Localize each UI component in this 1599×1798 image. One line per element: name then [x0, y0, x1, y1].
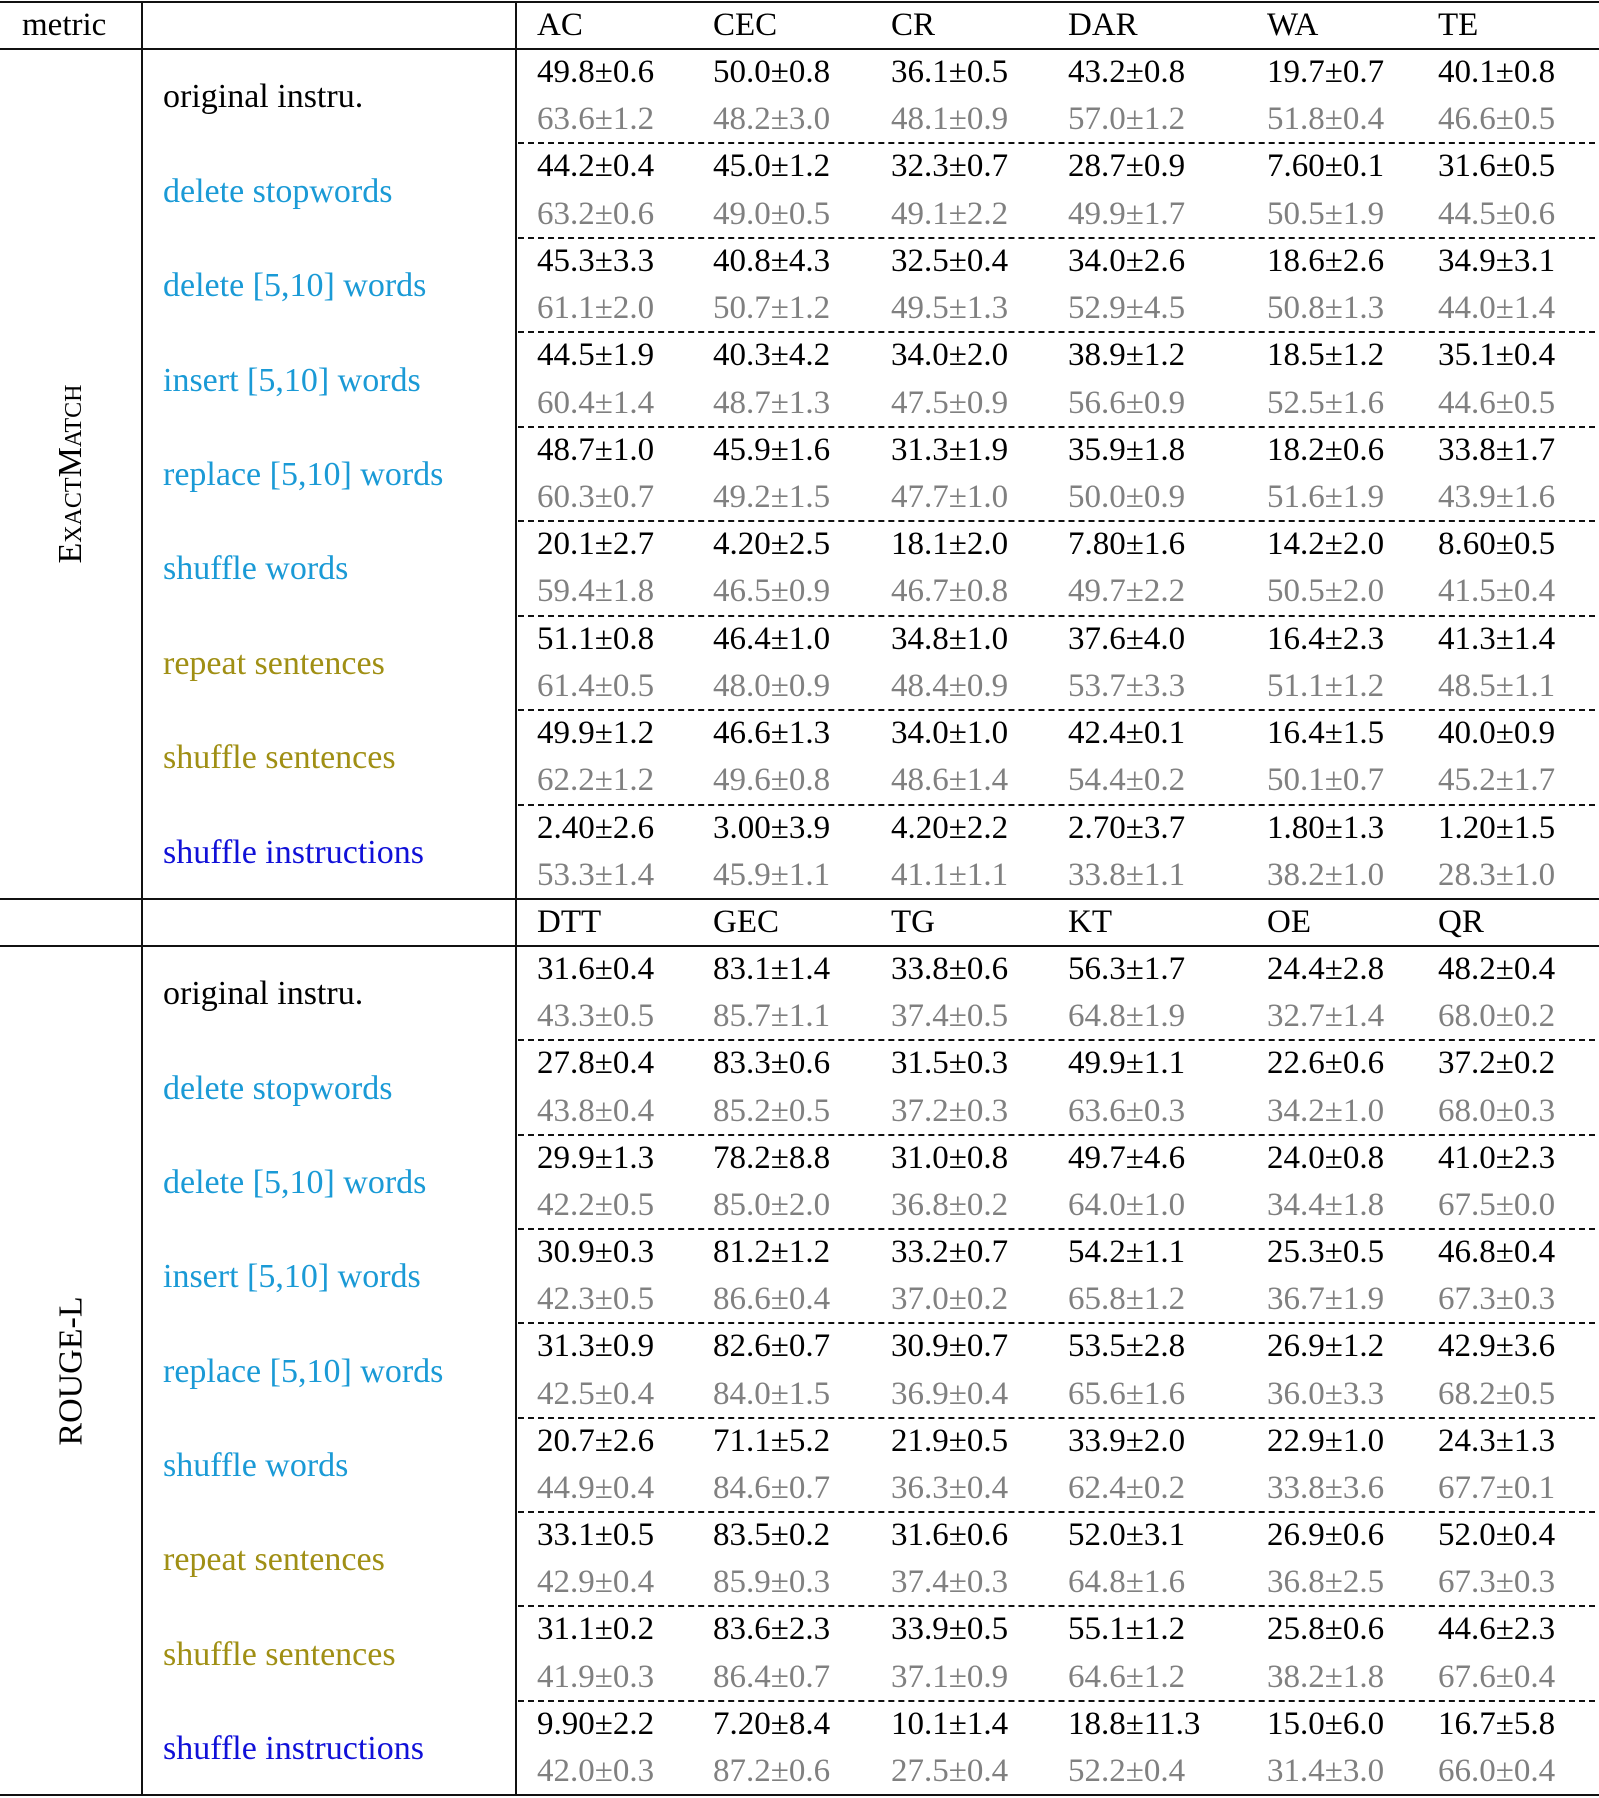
table-cell-reference: 68.0±0.2 — [1438, 998, 1556, 1035]
table-cell-reference: 38.2±1.0 — [1267, 856, 1385, 893]
table-cell-rewritten: 71.1±5.2 — [713, 1422, 831, 1459]
group-separator — [518, 237, 1595, 239]
table-cell-reference: 67.7±0.1 — [1438, 1469, 1556, 1506]
table-cell-reference: 64.6±1.2 — [1068, 1658, 1186, 1695]
group-separator — [518, 426, 1595, 428]
table-cell-rewritten: 29.9±1.3 — [537, 1139, 655, 1176]
table-cell-reference: 32.7±1.4 — [1267, 998, 1385, 1035]
table-cell-reference: 67.5±0.0 — [1438, 1186, 1556, 1223]
metric-label-rouge-l: ROUGE-L — [52, 1295, 89, 1446]
table-cell-reference: 59.4±1.8 — [537, 573, 655, 610]
table-cell-reference: 48.6±1.4 — [891, 762, 1009, 799]
table-cell-rewritten: 52.0±0.4 — [1438, 1517, 1556, 1553]
table-cell-reference: 44.5±0.6 — [1438, 195, 1556, 232]
table-cell-reference: 64.8±1.6 — [1068, 1564, 1186, 1601]
table-cell-reference: 51.1±1.2 — [1267, 667, 1385, 704]
perturbation-label: shuffle words — [163, 550, 349, 588]
column-header-qr: QR — [1438, 904, 1484, 940]
table-cell-reference: 42.2±0.5 — [537, 1186, 655, 1223]
column-header-dtt: DTT — [537, 904, 602, 940]
column-divider — [515, 2, 517, 1796]
group-separator — [518, 1228, 1595, 1230]
table-cell-reference: 49.7±2.2 — [1068, 573, 1186, 610]
table-cell-reference: 43.9±1.6 — [1438, 479, 1556, 515]
table-cell-rewritten: 42.4±0.1 — [1068, 715, 1186, 752]
table-cell-rewritten: 26.9±0.6 — [1267, 1517, 1385, 1553]
group-separator — [518, 615, 1595, 617]
table-cell-rewritten: 22.9±1.0 — [1267, 1422, 1385, 1459]
table-cell-rewritten: 33.8±1.7 — [1438, 431, 1556, 468]
table-cell-reference: 52.5±1.6 — [1267, 384, 1385, 421]
table-cell-rewritten: 53.5±2.8 — [1068, 1328, 1186, 1365]
table-cell-reference: 48.7±1.3 — [713, 384, 831, 421]
perturbation-label: shuffle words — [163, 1446, 349, 1484]
table-cell-rewritten: 50.0±0.8 — [713, 54, 831, 90]
table-cell-rewritten: 19.7±0.7 — [1267, 54, 1385, 90]
perturbation-label: original instru. — [163, 78, 364, 116]
table-cell-rewritten: 55.1±1.2 — [1068, 1611, 1186, 1648]
table-cell-reference: 31.4±3.0 — [1267, 1752, 1385, 1789]
table-cell-reference: 53.3±1.4 — [537, 856, 655, 893]
column-header-cec: CEC — [713, 7, 778, 43]
table-cell-rewritten: 28.7±0.9 — [1068, 148, 1186, 185]
table-cell-rewritten: 8.60±0.5 — [1438, 526, 1556, 563]
table-cell-reference: 33.8±1.1 — [1068, 856, 1186, 893]
column-header-dar: DAR — [1068, 7, 1138, 43]
table-cell-reference: 48.4±0.9 — [891, 667, 1009, 704]
table-cell-rewritten: 31.0±0.8 — [891, 1139, 1009, 1176]
table-cell-reference: 62.2±1.2 — [537, 762, 655, 799]
perturbation-label: delete [5,10] words — [163, 1163, 427, 1201]
group-separator — [518, 142, 1595, 144]
table-cell-rewritten: 24.4±2.8 — [1267, 951, 1385, 987]
perturbation-label: shuffle instructions — [163, 1729, 424, 1767]
table-cell-reference: 45.9±1.1 — [713, 856, 831, 893]
table-cell-rewritten: 33.1±0.5 — [537, 1517, 655, 1553]
table-cell-rewritten: 43.2±0.8 — [1068, 54, 1186, 90]
perturbation-label: insert [5,10] words — [163, 1258, 421, 1296]
table-cell-rewritten: 51.1±0.8 — [537, 620, 655, 657]
group-separator — [518, 1700, 1595, 1702]
table-cell-rewritten: 44.5±1.9 — [537, 337, 655, 374]
table-cell-rewritten: 40.0±0.9 — [1438, 715, 1556, 752]
table-cell-reference: 67.3±0.3 — [1438, 1281, 1556, 1318]
table-cell-reference: 43.8±0.4 — [537, 1092, 655, 1129]
table-cell-rewritten: 41.3±1.4 — [1438, 620, 1556, 657]
table-cell-rewritten: 49.9±1.1 — [1068, 1045, 1186, 1082]
table-cell-reference: 44.9±0.4 — [537, 1469, 655, 1506]
table-cell-rewritten: 1.20±1.5 — [1438, 809, 1556, 846]
table-cell-reference: 36.0±3.3 — [1267, 1375, 1385, 1412]
table-cell-rewritten: 20.7±2.6 — [537, 1422, 655, 1459]
column-divider — [141, 2, 143, 1796]
table-cell-reference: 68.0±0.3 — [1438, 1092, 1556, 1129]
table-cell-rewritten: 31.3±0.9 — [537, 1328, 655, 1365]
table-cell-reference: 53.7±3.3 — [1068, 667, 1186, 704]
table-cell-reference: 65.8±1.2 — [1068, 1281, 1186, 1318]
table-cell-reference: 49.0±0.5 — [713, 195, 831, 232]
table-cell-reference: 63.6±0.3 — [1068, 1092, 1186, 1129]
metric-header: metric — [22, 7, 107, 43]
table-cell-rewritten: 26.9±1.2 — [1267, 1328, 1385, 1365]
table-cell-rewritten: 31.1±0.2 — [537, 1611, 655, 1648]
table-cell-reference: 37.4±0.5 — [891, 998, 1009, 1035]
table-cell-reference: 86.4±0.7 — [713, 1658, 831, 1695]
table-cell-reference: 41.5±0.4 — [1438, 573, 1556, 610]
table-cell-reference: 52.2±0.4 — [1068, 1752, 1186, 1789]
table-cell-rewritten: 37.2±0.2 — [1438, 1045, 1556, 1082]
column-header-tg: TG — [891, 904, 935, 940]
table-cell-reference: 60.4±1.4 — [537, 384, 655, 421]
table-cell-reference: 36.9±0.4 — [891, 1375, 1009, 1412]
table-cell-rewritten: 45.9±1.6 — [713, 431, 831, 468]
table-cell-reference: 47.5±0.9 — [891, 384, 1009, 421]
table-cell-rewritten: 44.2±0.4 — [537, 148, 655, 185]
table-cell-rewritten: 25.8±0.6 — [1267, 1611, 1385, 1648]
perturbation-label: replace [5,10] words — [163, 1352, 444, 1390]
table-cell-rewritten: 18.5±1.2 — [1267, 337, 1385, 374]
table-cell-reference: 57.0±1.2 — [1068, 101, 1186, 138]
table-cell-reference: 68.2±0.5 — [1438, 1375, 1556, 1412]
table-cell-rewritten: 31.3±1.9 — [891, 431, 1009, 468]
table-cell-rewritten: 7.20±8.4 — [713, 1705, 831, 1742]
table-cell-rewritten: 4.20±2.5 — [713, 526, 831, 563]
table-cell-reference: 48.1±0.9 — [891, 101, 1009, 138]
table-cell-reference: 50.7±1.2 — [713, 290, 831, 327]
table-cell-reference: 85.7±1.1 — [713, 998, 831, 1035]
table-cell-rewritten: 22.6±0.6 — [1267, 1045, 1385, 1082]
perturbation-label: insert [5,10] words — [163, 361, 421, 399]
table-cell-reference: 34.2±1.0 — [1267, 1092, 1385, 1129]
table-cell-rewritten: 45.0±1.2 — [713, 148, 831, 185]
table-cell-reference: 54.4±0.2 — [1068, 762, 1186, 799]
table-cell-rewritten: 34.0±1.0 — [891, 715, 1009, 752]
table-cell-rewritten: 35.1±0.4 — [1438, 337, 1556, 374]
table-cell-reference: 42.0±0.3 — [537, 1752, 655, 1789]
table-cell-rewritten: 49.9±1.2 — [537, 715, 655, 752]
table-cell-reference: 61.1±2.0 — [537, 290, 655, 327]
table-cell-reference: 60.3±0.7 — [537, 479, 655, 515]
table-cell-rewritten: 18.8±11.3 — [1068, 1705, 1201, 1742]
group-separator — [518, 709, 1595, 711]
table-cell-reference: 85.9±0.3 — [713, 1564, 831, 1601]
table-cell-rewritten: 41.0±2.3 — [1438, 1139, 1556, 1176]
table-cell-rewritten: 18.1±2.0 — [891, 526, 1009, 563]
column-header-gec: GEC — [713, 904, 779, 940]
perturbation-label: delete stopwords — [163, 172, 393, 210]
perturbation-label: repeat sentences — [163, 644, 385, 682]
table-cell-reference: 50.1±0.7 — [1267, 762, 1385, 799]
table-cell-rewritten: 44.6±2.3 — [1438, 1611, 1556, 1648]
table-cell-reference: 87.2±0.6 — [713, 1752, 831, 1789]
table-cell-rewritten: 24.3±1.3 — [1438, 1422, 1556, 1459]
table-cell-reference: 85.2±0.5 — [713, 1092, 831, 1129]
table-cell-reference: 49.1±2.2 — [891, 195, 1009, 232]
table-cell-rewritten: 34.9±3.1 — [1438, 242, 1556, 279]
table-cell-reference: 33.8±3.6 — [1267, 1469, 1385, 1506]
table-cell-reference: 28.3±1.0 — [1438, 856, 1556, 893]
table-cell-reference: 66.0±0.4 — [1438, 1752, 1556, 1789]
table-cell-reference: 41.9±0.3 — [537, 1658, 655, 1695]
table-cell-rewritten: 34.0±2.6 — [1068, 242, 1186, 279]
table-cell-reference: 56.6±0.9 — [1068, 384, 1186, 421]
table-cell-rewritten: 46.4±1.0 — [713, 620, 831, 657]
group-separator — [518, 331, 1595, 333]
table-cell-reference: 85.0±2.0 — [713, 1186, 831, 1223]
table-cell-rewritten: 83.3±0.6 — [713, 1045, 831, 1082]
table-cell-reference: 48.5±1.1 — [1438, 667, 1556, 704]
column-header-cr: CR — [891, 7, 936, 43]
table-cell-reference: 50.8±1.3 — [1267, 290, 1385, 327]
table-cell-reference: 37.0±0.2 — [891, 1281, 1009, 1318]
table-cell-reference: 48.0±0.9 — [713, 667, 831, 704]
table-cell-rewritten: 34.0±2.0 — [891, 337, 1009, 374]
table-cell-rewritten: 56.3±1.7 — [1068, 951, 1186, 987]
table-cell-rewritten: 52.0±3.1 — [1068, 1517, 1186, 1553]
table-cell-rewritten: 7.60±0.1 — [1267, 148, 1385, 185]
group-separator — [518, 1322, 1595, 1324]
table-cell-reference: 49.9±1.7 — [1068, 195, 1186, 232]
table-cell-rewritten: 31.6±0.5 — [1438, 148, 1556, 185]
table-cell-rewritten: 49.8±0.6 — [537, 54, 655, 90]
table-cell-rewritten: 30.9±0.7 — [891, 1328, 1009, 1365]
group-separator — [518, 1417, 1595, 1419]
table-cell-rewritten: 82.6±0.7 — [713, 1328, 831, 1365]
column-header-kt: KT — [1068, 904, 1112, 940]
table-cell-reference: 42.9±0.4 — [537, 1564, 655, 1601]
table-cell-rewritten: 15.0±6.0 — [1267, 1705, 1385, 1742]
group-separator — [518, 1134, 1595, 1136]
table-cell-rewritten: 2.40±2.6 — [537, 809, 655, 846]
table-cell-reference: 42.3±0.5 — [537, 1281, 655, 1318]
table-cell-rewritten: 31.6±0.6 — [891, 1517, 1009, 1553]
table-cell-rewritten: 46.6±1.3 — [713, 715, 831, 752]
table-cell-rewritten: 9.90±2.2 — [537, 1705, 655, 1742]
table-cell-reference: 49.2±1.5 — [713, 479, 831, 515]
table-cell-reference: 64.8±1.9 — [1068, 998, 1186, 1035]
table-cell-rewritten: 38.9±1.2 — [1068, 337, 1186, 374]
table-cell-rewritten: 7.80±1.6 — [1068, 526, 1186, 563]
table-cell-reference: 44.0±1.4 — [1438, 290, 1556, 327]
table-cell-reference: 46.6±0.5 — [1438, 101, 1556, 138]
table-cell-rewritten: 49.7±4.6 — [1068, 1139, 1186, 1176]
table-cell-reference: 36.3±0.4 — [891, 1469, 1009, 1506]
table-cell-reference: 27.5±0.4 — [891, 1752, 1009, 1789]
table-cell-rewritten: 20.1±2.7 — [537, 526, 655, 563]
table-cell-reference: 37.4±0.3 — [891, 1564, 1009, 1601]
table-cell-reference: 34.4±1.8 — [1267, 1186, 1385, 1223]
table-cell-rewritten: 32.3±0.7 — [891, 148, 1009, 185]
table-cell-reference: 37.2±0.3 — [891, 1092, 1009, 1129]
table-cell-reference: 36.8±0.2 — [891, 1186, 1009, 1223]
perturbation-label: delete [5,10] words — [163, 267, 427, 305]
table-cell-reference: 51.6±1.9 — [1267, 479, 1385, 515]
table-cell-reference: 41.1±1.1 — [891, 856, 1009, 893]
column-header-oe: OE — [1267, 904, 1311, 940]
perturbation-label: shuffle sentences — [163, 1635, 396, 1673]
table-cell-reference: 64.0±1.0 — [1068, 1186, 1186, 1223]
table-cell-rewritten: 24.0±0.8 — [1267, 1139, 1385, 1176]
table-cell-reference: 46.5±0.9 — [713, 573, 831, 610]
table-cell-rewritten: 31.6±0.4 — [537, 951, 655, 987]
table-cell-rewritten: 18.6±2.6 — [1267, 242, 1385, 279]
table-cell-reference: 50.0±0.9 — [1068, 479, 1186, 515]
table-cell-rewritten: 42.9±3.6 — [1438, 1328, 1556, 1365]
table-cell-reference: 36.8±2.5 — [1267, 1564, 1385, 1601]
group-separator — [518, 1605, 1595, 1607]
table-cell-reference: 47.7±1.0 — [891, 479, 1009, 515]
table-cell-reference: 65.6±1.6 — [1068, 1375, 1186, 1412]
perturbation-label: delete stopwords — [163, 1069, 393, 1107]
group-separator — [518, 520, 1595, 522]
table-cell-reference: 49.5±1.3 — [891, 290, 1009, 327]
table-cell-reference: 86.6±0.4 — [713, 1281, 831, 1318]
table-cell-rewritten: 16.7±5.8 — [1438, 1705, 1556, 1742]
table-cell-rewritten: 10.1±1.4 — [891, 1705, 1009, 1742]
table-cell-rewritten: 21.9±0.5 — [891, 1422, 1009, 1459]
table-cell-reference: 61.4±0.5 — [537, 667, 655, 704]
table-cell-reference: 44.6±0.5 — [1438, 384, 1556, 421]
column-header-ac: AC — [537, 7, 583, 43]
table-cell-rewritten: 14.2±2.0 — [1267, 526, 1385, 563]
table-cell-reference: 84.6±0.7 — [713, 1469, 831, 1506]
table-cell-reference: 36.7±1.9 — [1267, 1281, 1385, 1318]
table-cell-rewritten: 36.1±0.5 — [891, 54, 1009, 90]
table-cell-rewritten: 40.3±4.2 — [713, 337, 831, 374]
perturbation-label: shuffle instructions — [163, 833, 424, 871]
table-cell-reference: 42.5±0.4 — [537, 1375, 655, 1412]
table-cell-reference: 46.7±0.8 — [891, 573, 1009, 610]
table-cell-rewritten: 35.9±1.8 — [1068, 431, 1186, 468]
perturbation-label: original instru. — [163, 975, 364, 1013]
table-rule — [0, 1, 1599, 3]
table-cell-rewritten: 78.2±8.8 — [713, 1139, 831, 1176]
table-cell-reference: 43.3±0.5 — [537, 998, 655, 1035]
table-cell-rewritten: 37.6±4.0 — [1068, 620, 1186, 657]
group-separator — [518, 1511, 1595, 1513]
table-cell-rewritten: 40.8±4.3 — [713, 242, 831, 279]
table-cell-rewritten: 2.70±3.7 — [1068, 809, 1186, 846]
perturbation-label: replace [5,10] words — [163, 456, 444, 493]
table-cell-rewritten: 30.9±0.3 — [537, 1234, 655, 1270]
table-cell-reference: 62.4±0.2 — [1068, 1469, 1186, 1506]
table-cell-rewritten: 1.80±1.3 — [1267, 809, 1385, 846]
table-cell-rewritten: 33.8±0.6 — [891, 951, 1009, 987]
table-cell-rewritten: 32.5±0.4 — [891, 242, 1009, 279]
group-separator — [518, 1039, 1595, 1041]
table-cell-rewritten: 83.6±2.3 — [713, 1611, 831, 1648]
table-cell-reference: 37.1±0.9 — [891, 1658, 1009, 1695]
table-cell-rewritten: 34.8±1.0 — [891, 620, 1009, 657]
table-cell-rewritten: 33.2±0.7 — [891, 1234, 1009, 1270]
table-cell-reference: 50.5±1.9 — [1267, 195, 1385, 232]
table-cell-rewritten: 48.2±0.4 — [1438, 951, 1556, 987]
table-cell-reference: 49.6±0.8 — [713, 762, 831, 799]
table-cell-reference: 63.2±0.6 — [537, 195, 655, 232]
table-cell-rewritten: 33.9±0.5 — [891, 1611, 1009, 1648]
table-cell-reference: 48.2±3.0 — [713, 101, 831, 138]
table-cell-rewritten: 3.00±3.9 — [713, 809, 831, 846]
table-cell-rewritten: 33.9±2.0 — [1068, 1422, 1186, 1459]
table-cell-rewritten: 18.2±0.6 — [1267, 431, 1385, 468]
perturbation-label: repeat sentences — [163, 1541, 385, 1579]
table-cell-rewritten: 46.8±0.4 — [1438, 1234, 1556, 1270]
column-header-wa: WA — [1267, 7, 1319, 43]
table-cell-rewritten: 54.2±1.1 — [1068, 1234, 1186, 1270]
table-cell-rewritten: 81.2±1.2 — [713, 1234, 831, 1270]
table-cell-rewritten: 25.3±0.5 — [1267, 1234, 1385, 1270]
metric-label-exactmatch: ExactMatch — [52, 384, 89, 564]
table-cell-rewritten: 83.1±1.4 — [713, 951, 831, 987]
table-cell-rewritten: 16.4±1.5 — [1267, 715, 1385, 752]
table-cell-reference: 51.8±0.4 — [1267, 101, 1385, 138]
table-cell-reference: 84.0±1.5 — [713, 1375, 831, 1412]
table-cell-reference: 67.3±0.3 — [1438, 1564, 1556, 1601]
table-cell-rewritten: 31.5±0.3 — [891, 1045, 1009, 1082]
table-cell-reference: 52.9±4.5 — [1068, 290, 1186, 327]
table-cell-rewritten: 83.5±0.2 — [713, 1517, 831, 1553]
table-cell-reference: 45.2±1.7 — [1438, 762, 1556, 799]
table-cell-reference: 50.5±2.0 — [1267, 573, 1385, 610]
perturbation-label: shuffle sentences — [163, 739, 396, 777]
table-cell-rewritten: 4.20±2.2 — [891, 809, 1009, 846]
table-cell-rewritten: 45.3±3.3 — [537, 242, 655, 279]
table-cell-rewritten: 27.8±0.4 — [537, 1045, 655, 1082]
column-header-te: TE — [1438, 7, 1479, 43]
table-cell-reference: 38.2±1.8 — [1267, 1658, 1385, 1695]
group-separator — [518, 804, 1595, 806]
table-cell-reference: 63.6±1.2 — [537, 101, 655, 138]
table-cell-rewritten: 48.7±1.0 — [537, 431, 655, 468]
table-cell-rewritten: 40.1±0.8 — [1438, 54, 1556, 90]
table-cell-reference: 67.6±0.4 — [1438, 1658, 1556, 1695]
table-cell-rewritten: 16.4±2.3 — [1267, 620, 1385, 657]
